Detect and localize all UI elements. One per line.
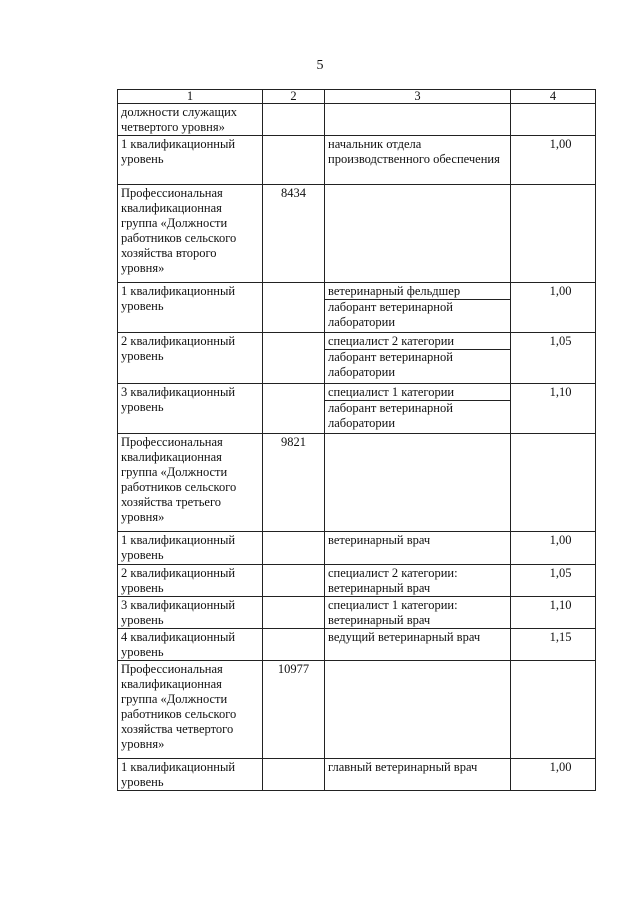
coefficient-cell: 1,00 xyxy=(511,532,596,565)
position-name: начальник отдела производственного обеспечения xyxy=(328,137,500,166)
coefficient-cell xyxy=(511,104,596,136)
group-code-cell xyxy=(263,333,325,384)
group-code-cell xyxy=(263,104,325,136)
group-code-cell xyxy=(263,597,325,629)
position-cell xyxy=(325,333,511,384)
table-row xyxy=(118,283,596,333)
group-code-cell: 10977 xyxy=(263,661,325,759)
table-row xyxy=(118,661,596,759)
coefficient-cell: 1,05 xyxy=(511,565,596,597)
level-cell: 4 квалификационный уровень xyxy=(118,629,263,661)
position-cell xyxy=(325,759,511,791)
position-name: ведущий ветеринарный врач xyxy=(328,630,481,644)
level-cell: Профессиональная квалификационная группа «Должности работников сельского хозяйства второго уровня» xyxy=(118,185,263,283)
column-header-2: 2 xyxy=(263,90,325,104)
table-row xyxy=(118,384,596,434)
group-code-cell: 9821 xyxy=(263,434,325,532)
position-cell xyxy=(325,384,511,434)
level-cell: 1 квалификационный уровень xyxy=(118,283,263,333)
position-name: специалист 2 категории: ветеринарный врач xyxy=(328,566,458,595)
group-code-cell xyxy=(263,384,325,434)
table-row xyxy=(118,629,596,661)
table-row xyxy=(118,759,596,791)
position-cell xyxy=(325,661,511,759)
table-row xyxy=(118,565,596,597)
coefficient-cell: 1,00 xyxy=(511,136,596,185)
coefficient-cell: 1,10 xyxy=(511,384,596,434)
coefficient-cell: 1,05 xyxy=(511,333,596,384)
table-row xyxy=(118,333,596,384)
coefficient-cell xyxy=(511,185,596,283)
position-cell xyxy=(325,136,511,185)
position-name: специалист 2 категории xyxy=(328,334,455,348)
column-header-1: 1 xyxy=(118,90,263,104)
position-cell xyxy=(325,185,511,283)
position-cell xyxy=(325,283,511,333)
table-row xyxy=(118,434,596,532)
level-cell: 1 квалификационный уровень xyxy=(118,136,263,185)
page-number: 5 xyxy=(316,58,324,73)
position-cell xyxy=(325,104,511,136)
group-code-cell xyxy=(263,532,325,565)
level-cell: 2 квалификационный уровень xyxy=(118,333,263,384)
qualification-table xyxy=(117,89,596,791)
position-cell xyxy=(325,532,511,565)
table-row xyxy=(118,597,596,629)
group-code-cell xyxy=(263,283,325,333)
level-cell: 1 квалификационный уровень xyxy=(118,532,263,565)
position-cell xyxy=(325,434,511,532)
position-name: специалист 1 категории xyxy=(328,385,455,399)
position-name: лаборант ветеринарной лаборатории xyxy=(325,349,510,380)
position-name: специалист 1 категории: ветеринарный врач xyxy=(328,598,458,627)
level-cell: 3 квалификационный уровень xyxy=(118,384,263,434)
position-name: лаборант ветеринарной лаборатории xyxy=(325,299,510,330)
position-name: лаборант ветеринарной лаборатории xyxy=(325,400,510,431)
coefficient-cell: 1,15 xyxy=(511,629,596,661)
group-code-cell xyxy=(263,136,325,185)
column-header-3: 3 xyxy=(325,90,511,104)
table-header-row xyxy=(118,90,596,104)
position-cell xyxy=(325,629,511,661)
coefficient-cell: 1,00 xyxy=(511,283,596,333)
level-cell: 1 квалификационный уровень xyxy=(118,759,263,791)
table-row xyxy=(118,185,596,283)
position-cell xyxy=(325,597,511,629)
position-cell xyxy=(325,565,511,597)
level-cell: должности служащих четвертого уровня» xyxy=(118,104,263,136)
group-code-cell xyxy=(263,629,325,661)
level-cell: Профессиональная квалификационная группа «Должности работников сельского хозяйства третьего уровня» xyxy=(118,434,263,532)
coefficient-cell xyxy=(511,661,596,759)
level-cell: Профессиональная квалификационная группа «Должности работников сельского хозяйства четвертого уровня» xyxy=(118,661,263,759)
group-code-cell: 8434 xyxy=(263,185,325,283)
position-name: главный ветеринарный врач xyxy=(328,760,478,774)
coefficient-cell: 1,00 xyxy=(511,759,596,791)
level-cell: 3 квалификационный уровень xyxy=(118,597,263,629)
table-row xyxy=(118,532,596,565)
group-code-cell xyxy=(263,565,325,597)
table-row xyxy=(118,136,596,185)
position-name: ветеринарный врач xyxy=(328,533,431,547)
coefficient-cell xyxy=(511,434,596,532)
coefficient-cell: 1,10 xyxy=(511,597,596,629)
group-code-cell xyxy=(263,759,325,791)
level-cell: 2 квалификационный уровень xyxy=(118,565,263,597)
column-header-4: 4 xyxy=(511,90,596,104)
table-row xyxy=(118,104,596,136)
position-name: ветеринарный фельдшер xyxy=(328,284,461,298)
